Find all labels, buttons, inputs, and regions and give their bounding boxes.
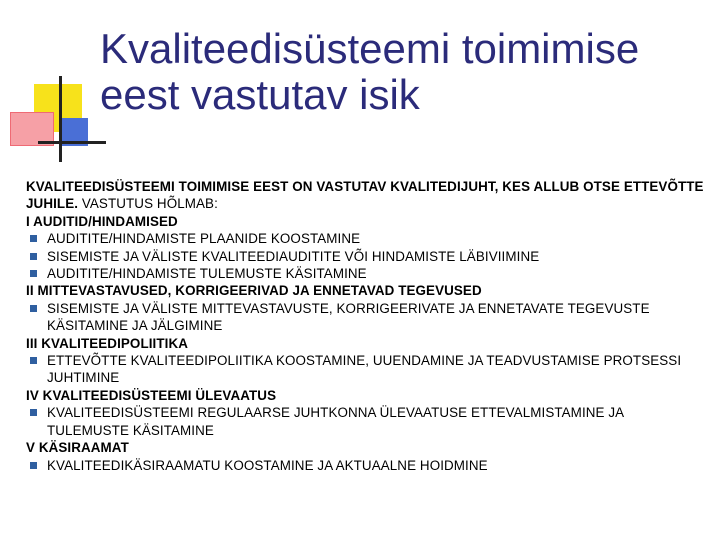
- square-bullet-icon: [30, 305, 37, 312]
- square-bullet-icon: [30, 270, 37, 277]
- list-item-text: ETTEVÕTTE KVALITEEDIPOLIITIKA KOOSTAMINE, UUENDAMINE JA TEADVUSTAMISE PROTSESSI JUHTIMINE: [47, 353, 682, 386]
- list-item-text: AUDITITE/HINDAMISTE TULEMUSTE KÄSITAMINE: [47, 266, 367, 282]
- list-item-text: KVALITEEDIKÄSIRAAMATU KOOSTAMINE JA AKTUAALNE HOIDMINE: [47, 457, 488, 473]
- list-item: [26, 457, 706, 474]
- square-bullet-icon: [30, 462, 37, 469]
- section-list: [26, 230, 706, 282]
- intro-paragraph: [26, 178, 706, 213]
- list-item-text: AUDITITE/HINDAMISTE PLAANIDE KOOSTAMINE: [47, 231, 361, 247]
- list-item: [26, 265, 706, 282]
- square-bullet-icon: [30, 253, 37, 260]
- list-item: [26, 352, 706, 387]
- list-item: [26, 230, 706, 247]
- list-item-text: SISEMISTE JA VÄLISTE KVALITEEDIAUDITITE VÕI HINDAMISTE LÄBIVIIMINE: [47, 248, 540, 264]
- title-line-2: eest vastutav isik: [100, 71, 420, 118]
- list-item-text: SISEMISTE JA VÄLISTE MITTEVASTAVUSTE, KORRIGEERIVATE JA ENNETAVATE TEGEVUSTE KÄSITAMINE JA JÄLGIMINE: [47, 300, 650, 334]
- vertical-line: [59, 76, 62, 162]
- square-bullet-icon: [30, 357, 37, 364]
- list-item: [26, 248, 706, 265]
- section-heading: III KVALITEEDIPOLIITIKA: [26, 335, 188, 351]
- section-list: [26, 352, 706, 387]
- intro-bold-text: KVALITEEDISÜSTEEMI TOIMIMISE EEST ON VASTUTAV KVALITEDIJUHT, KES ALLUB OTSE ETTEVÕTTE JUHILE.: [26, 179, 704, 212]
- list-item: [26, 300, 706, 335]
- horizontal-line: [38, 141, 106, 144]
- square-bullet-icon: [30, 235, 37, 242]
- list-item: [26, 404, 706, 439]
- title-line-1: Kvaliteedisüsteemi toimimise: [100, 25, 640, 72]
- section-list: [26, 404, 706, 439]
- decorative-squares-logo: [0, 0, 110, 160]
- slide-title: [100, 26, 700, 118]
- section-heading: V KÄSIRAAMAT: [26, 440, 129, 456]
- square-bullet-icon: [30, 409, 37, 416]
- section-list: [26, 300, 706, 335]
- section-heading: I AUDITID/HINDAMISED: [26, 213, 178, 229]
- section-heading: II MITTEVASTAVUSED, KORRIGEERIVAD JA ENNETAVAD TEGEVUSED: [26, 283, 482, 299]
- section-heading: IV KVALITEEDISÜSTEEMI ÜLEVAATUS: [26, 387, 277, 403]
- intro-plain-text: VASTUTUS HÕLMAB:: [78, 196, 218, 212]
- list-item-text: KVALITEEDISÜSTEEMI REGULAARSE JUHTKONNA ÜLEVAATUSE ETTEVALMISTAMINE JA TULEMUSTE KÄSITAMINE: [47, 405, 624, 438]
- section-list: [26, 457, 706, 474]
- slide-body: [26, 178, 706, 474]
